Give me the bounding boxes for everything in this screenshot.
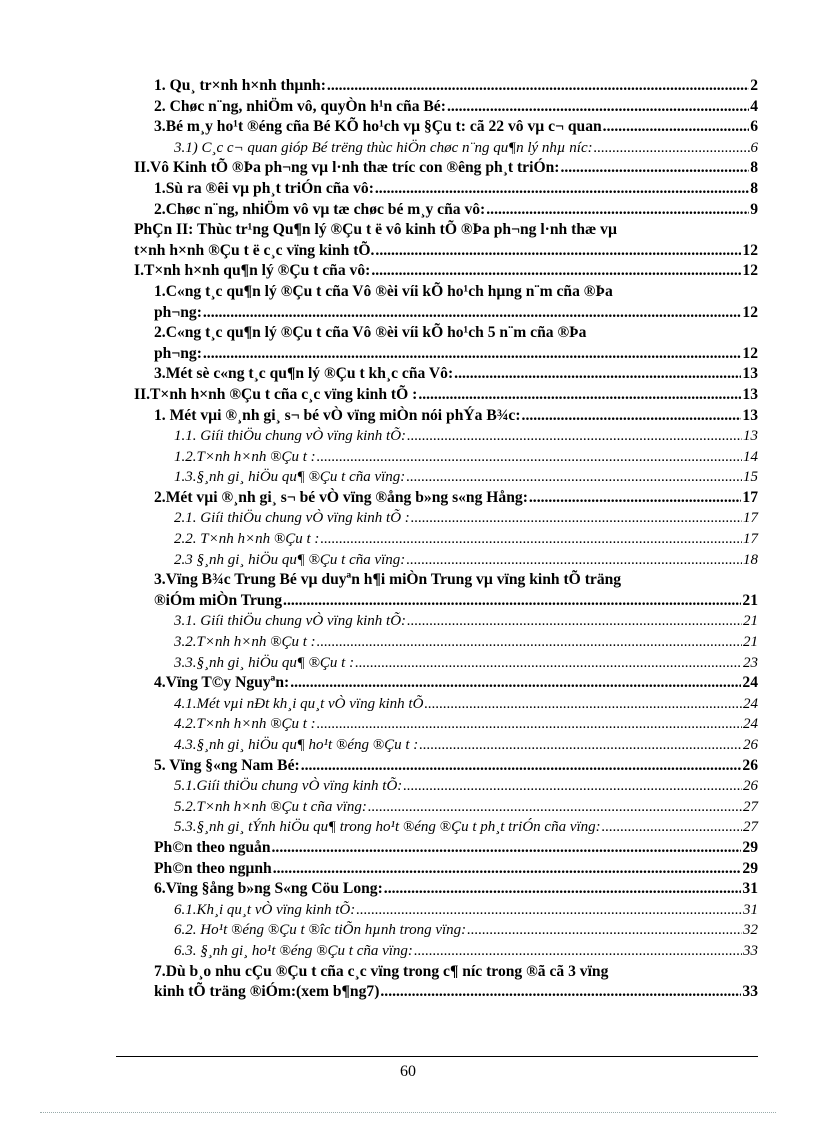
toc-entry: I.T×nh h×nh qu¶n lý ®Çu t cña vô: ..... 12 <box>134 261 758 282</box>
table-of-contents <box>134 76 758 1003</box>
toc-entry: 4.3.§¸nh gi¸ hiÖu qu¶ ho¹t ®éng ®Çu t : ..... 26 <box>134 735 758 756</box>
toc-entry-line: 3.Vïng B¾c Trung Bé vµ duyªn h¶i miÒn Trung vµ vïng kinh tÕ träng <box>154 571 622 589</box>
toc-entry: 2.Mét vµi ®¸nh gi¸ s¬ bé vÒ vïng ®ång b»ng s«ng Hång: ..... 17 <box>134 488 758 509</box>
toc-entry: 3.3.§¸nh gi¸ hiÖu qu¶ ®Çu t : ..... 23 <box>134 653 758 674</box>
toc-entry: 1.1. Giíi thiÖu chung vÒ vïng kinh tÕ: ..... 13 <box>134 426 758 447</box>
toc-entry: 3.Mét sè c«ng t¸c qu¶n lý ®Çu t kh¸c cña Vô: ..... 13 <box>134 364 758 385</box>
toc-entry: 6.2. Ho¹t ®éng ®Çu t ®îc tiÕn hµnh trong vïng: ..... 32 <box>134 920 758 941</box>
toc-entry: 1.3.§¸nh gi¸ hiÖu qu¶ ®Çu t cña vïng: ..... 15 <box>134 467 758 488</box>
toc-entry: 6.1.Kh¸i qu¸t vÒ vïng kinh tÕ: ..... 31 <box>134 900 758 921</box>
toc-entry-line: 7.Dù b¸o nhu cÇu ®Çu t cña c¸c vïng trong c¶ níc trong ®ã cã 3 vïng <box>154 962 609 980</box>
toc-entry: 2. Chøc n¨ng, nhiÖm vô, quyÒn h¹n cña Bé: ..... 4 <box>134 97 758 118</box>
toc-entry: 3.2.T×nh h×nh ®Çu t : ..... 21 <box>134 632 758 653</box>
toc-entry: 4.1.Mét vµi nÐt kh¸i qu¸t vÒ vïng kinh tÕ ..... 24 <box>134 694 758 715</box>
toc-entry: 1. Qu¸ tr×nh h×nh thµnh: ..... 2 <box>134 76 758 97</box>
toc-entry: II.T×nh h×nh ®Çu t cña c¸c vïng kinh tÕ : ..... 13 <box>134 385 758 406</box>
toc-entry-line: 1.C«ng t¸c qu¶n lý ®Çu t cña Vô ®èi víi kÕ ho¹ch hµng n¨m cña ®Þa <box>154 282 613 300</box>
toc-entry: 1. Mét vµi ®¸nh gi¸ s¬ bé vÒ vïng miÒn nói phÝa B¾c: ..... 13 <box>134 406 758 427</box>
toc-entry-line: 2.C«ng t¸c qu¶n lý ®Çu t cña Vô ®èi víi kÕ ho¹ch 5 n¨m cña ®Þa <box>154 324 587 342</box>
toc-entry: 7.Dù b¸o nhu cÇu ®Çu t cña c¸c vïng trong c¶ níc trong ®ã cã 3 vïng kinh tÕ träng ®iÓm:(xem b¶ng7) ..... 33 <box>134 962 758 1003</box>
toc-entry: 4.Vïng T©y Nguyªn: ..... 24 <box>134 673 758 694</box>
toc-entry: 2.3 §¸nh gi¸ hiÖu qu¶ ®Çu t cña vïng: ..... 18 <box>134 550 758 571</box>
toc-entry: 3.1. Giíi thiÖu chung vÒ vïng kinh tÕ: ..... 21 <box>134 611 758 632</box>
page-number: 60 <box>400 1063 416 1080</box>
toc-entry: 1.2.T×nh h×nh ®Çu t : ..... 14 <box>134 447 758 468</box>
toc-entry: 2.2. T×nh h×nh ®Çu t : ..... 17 <box>134 529 758 550</box>
toc-entry: 5. Vïng §«ng Nam Bé: ..... 26 <box>134 756 758 777</box>
toc-entry: 2.C«ng t¸c qu¶n lý ®Çu t cña Vô ®èi víi kÕ ho¹ch 5 n¨m cña ®Þa ph¬ng: ..... 12 <box>134 323 758 364</box>
toc-entry: 6.3. §¸nh gi¸ ho¹t ®éng ®Çu t cña vïng: ..... 33 <box>134 941 758 962</box>
page-bottom-edge <box>40 1112 776 1113</box>
toc-entry: 5.3.§¸nh gi¸ tÝnh hiÖu qu¶ trong ho¹t ®éng ®Çu t ph¸t triÓn cña vïng: ..... 27 <box>134 817 758 838</box>
toc-entry-line: PhÇn II: Thùc tr¹ng Qu¶n lý ®Çu t ë vô kinh tÕ ®Þa ph¬ng l·nh thæ vµ <box>134 221 617 239</box>
toc-entry: 3.Vïng B¾c Trung Bé vµ duyªn h¶i miÒn Trung vµ vïng kinh tÕ träng ®iÓm miÒn Trung ..... 21 <box>134 570 758 611</box>
toc-entry: 2.Chøc n¨ng, nhiÖm vô vµ tæ chøc bé m¸y cña vô: ..... 9 <box>134 200 758 221</box>
toc-entry: Ph©n theo nguån ..... 29 <box>134 838 758 859</box>
toc-entry: 6.Vïng §ång b»ng S«ng Cöu Long: ..... 31 <box>134 879 758 900</box>
toc-entry: 1.Sù ra ®êi vµ ph¸t triÓn cña vô: ..... 8 <box>134 179 758 200</box>
toc-entry: Ph©n theo ngµnh ..... 29 <box>134 859 758 880</box>
toc-entry: II.Vô Kinh tÕ ®Þa ph¬ng vµ l·nh thæ tríc con ®êng ph¸t triÓn: ..... 8 <box>134 158 758 179</box>
toc-entry: 3.Bé m¸y ho¹t ®éng cña Bé KÕ ho¹ch vµ §Çu t: cã 22 vô vµ c¬ quan ..... 6 <box>134 117 758 138</box>
toc-entry: 2.1. Giíi thiÖu chung vÒ vïng kinh tÕ : ..... 17 <box>134 508 758 529</box>
footer-rule <box>116 1056 758 1057</box>
toc-entry: 3.1) C¸c c¬ quan gióp Bé trëng thùc hiÖn chøc n¨ng qu¶n lý nhµ níc: ..... 6 <box>134 138 758 159</box>
toc-entry: 5.1.Giíi thiÖu chung vÒ vïng kinh tÕ: ..... 26 <box>134 776 758 797</box>
toc-entry: 4.2.T×nh h×nh ®Çu t : ..... 24 <box>134 714 758 735</box>
toc-entry: 1.C«ng t¸c qu¶n lý ®Çu t cña Vô ®èi víi kÕ ho¹ch hµng n¨m cña ®Þa ph¬ng: ..... 12 <box>134 282 758 323</box>
toc-entry: 5.2.T×nh h×nh ®Çu t cña vïng: ..... 27 <box>134 797 758 818</box>
toc-entry: PhÇn II: Thùc tr¹ng Qu¶n lý ®Çu t ë vô kinh tÕ ®Þa ph¬ng l·nh thæ vµ t×nh h×nh ®Çu t ë c¸c vïng kinh tÕ. ..... 12 <box>134 220 758 261</box>
